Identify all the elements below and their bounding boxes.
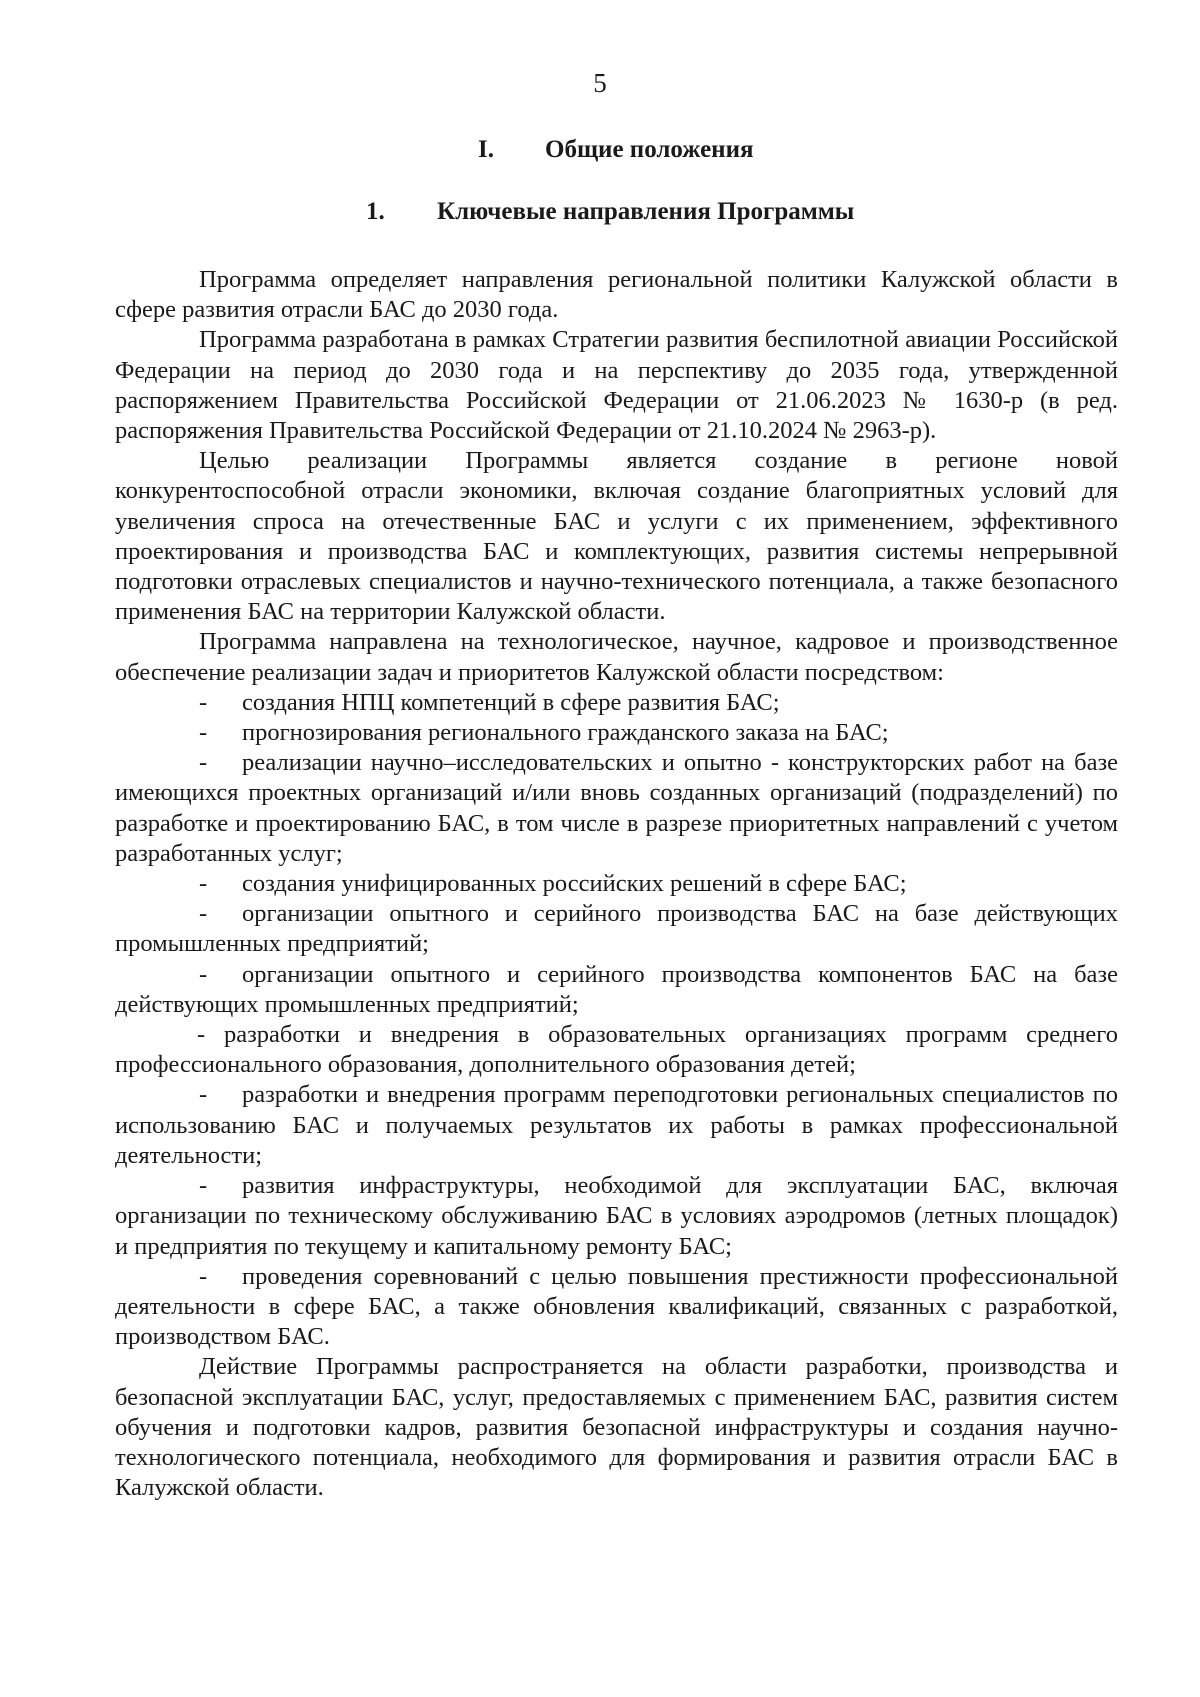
list-dash: - (199, 1081, 208, 1109)
list-item-text: развития инфраструктуры, необходимой для эксплуатации БАС, включая организации по техническому обслуживанию БАС в условиях аэродромов (летных площадок) и предприятия по текущему и капитальному ремонту БАС; (115, 1172, 1118, 1260)
list-item (115, 718, 1118, 748)
list-item-text: организации опытного и серийного производства компонентов БАС на базе действующих промышленных предприятий; (115, 960, 1118, 1018)
list-dash: - (199, 688, 208, 716)
paragraph-applicability: Действие Программы распространяется на области разработки, производства и безопасной эксплуатации БАС, услуг, предоставляемых с применением БАС, развития систем обучения и подготовки кадров, развития безопасной инфраструктуры и создания научно-технологического потенциала, необходимого для формирования и развития отрасли БАС в Калужской области. (115, 1353, 1118, 1502)
list-item (115, 869, 1118, 899)
paragraph-direction: Программа направлена на технологическое, научное, кадровое и производственное обеспечение реализации задач и приоритетов Калужской области посредством: (115, 628, 1118, 686)
list-item-text: реализации научно–исследовательских и опытно - конструкторских работ на базе имеющихся проектных организаций и/или вновь созданных организаций (подразделений) по разработке и проектированию БАС, в том числе в разрезе приоритетных направлений с учетом разработанных услуг; (115, 749, 1118, 867)
subsection-title: Ключевые направления Программы (437, 198, 855, 225)
section-number: I. (478, 136, 494, 163)
list-item-text: организации опытного и серийного производства БАС на базе действующих промышленных предприятий; (115, 900, 1118, 958)
list-item (115, 1080, 1118, 1171)
list-dash: - (199, 870, 208, 898)
list-item (115, 1171, 1118, 1262)
paragraph-basis: Программа разработана в рамках Стратегии развития беспилотной авиации Российской Федерации на период до 2030 года и на перспективу до 2035 года, утвержденной распоряжением Правительства Российской Федерации от 21.06.2023 № 1630-р (в ред. распоряжения Правительства Российской Федерации от 21.10.2024 № 2963-р). (115, 326, 1118, 445)
list-item (115, 960, 1118, 1020)
list-item (115, 1262, 1118, 1353)
list-dash: - (199, 749, 208, 777)
list-item-text: создания унифицированных российских решений в сфере БАС; (242, 870, 907, 898)
list-item-text: создания НПЦ компетенций в сфере развития БАС; (242, 688, 780, 716)
section-title: Общие положения (545, 136, 754, 163)
list-dash: - (199, 719, 208, 747)
list-dash: - (199, 900, 208, 928)
list-item (115, 899, 1118, 959)
paragraph-scope: Программа определяет направления региональной политики Калужской области в сфере развития отрасли БАС до 2030 года. (115, 266, 1118, 324)
list-item (115, 688, 1118, 718)
list-item (115, 1020, 1118, 1080)
list-dash: - (199, 1172, 208, 1200)
page-number: 5 (593, 68, 607, 98)
list-dash: - (197, 1021, 206, 1049)
document-body (115, 265, 1118, 1503)
list-item-text: прогнозирования регионального гражданского заказа на БАС; (242, 719, 889, 747)
list-item (115, 748, 1118, 869)
list-item-text: проведения соревнований с целью повышения престижности профессиональной деятельности в сфере БАС, а также обновления квалификаций, связанных с разработкой, производством БАС. (115, 1262, 1118, 1351)
list-item-text: разработки и внедрения программ переподготовки региональных специалистов по использованию БАС и получаемых результатов их работы в рамках профессиональной деятельности; (115, 1081, 1118, 1169)
list-dash: - (199, 1262, 208, 1290)
paragraph-goal: Целью реализации Программы является создание в регионе новой конкурентоспособной отрасли экономики, включая создание благоприятных условий для увеличения спроса на отечественные БАС и услуги с их применением, эффективного проектирования и производства БАС и комплектующих, развития системы непрерывной подготовки отраслевых специалистов и научно-технического потенциала, а также безопасного применения БАС на территории Калужской области. (115, 447, 1118, 626)
subsection-number: 1. (366, 198, 385, 225)
list-item-text: разработки и внедрения в образовательных организациях программ среднего профессионального образования, дополнительного образования детей; (115, 1021, 1118, 1079)
list-dash: - (199, 960, 208, 988)
